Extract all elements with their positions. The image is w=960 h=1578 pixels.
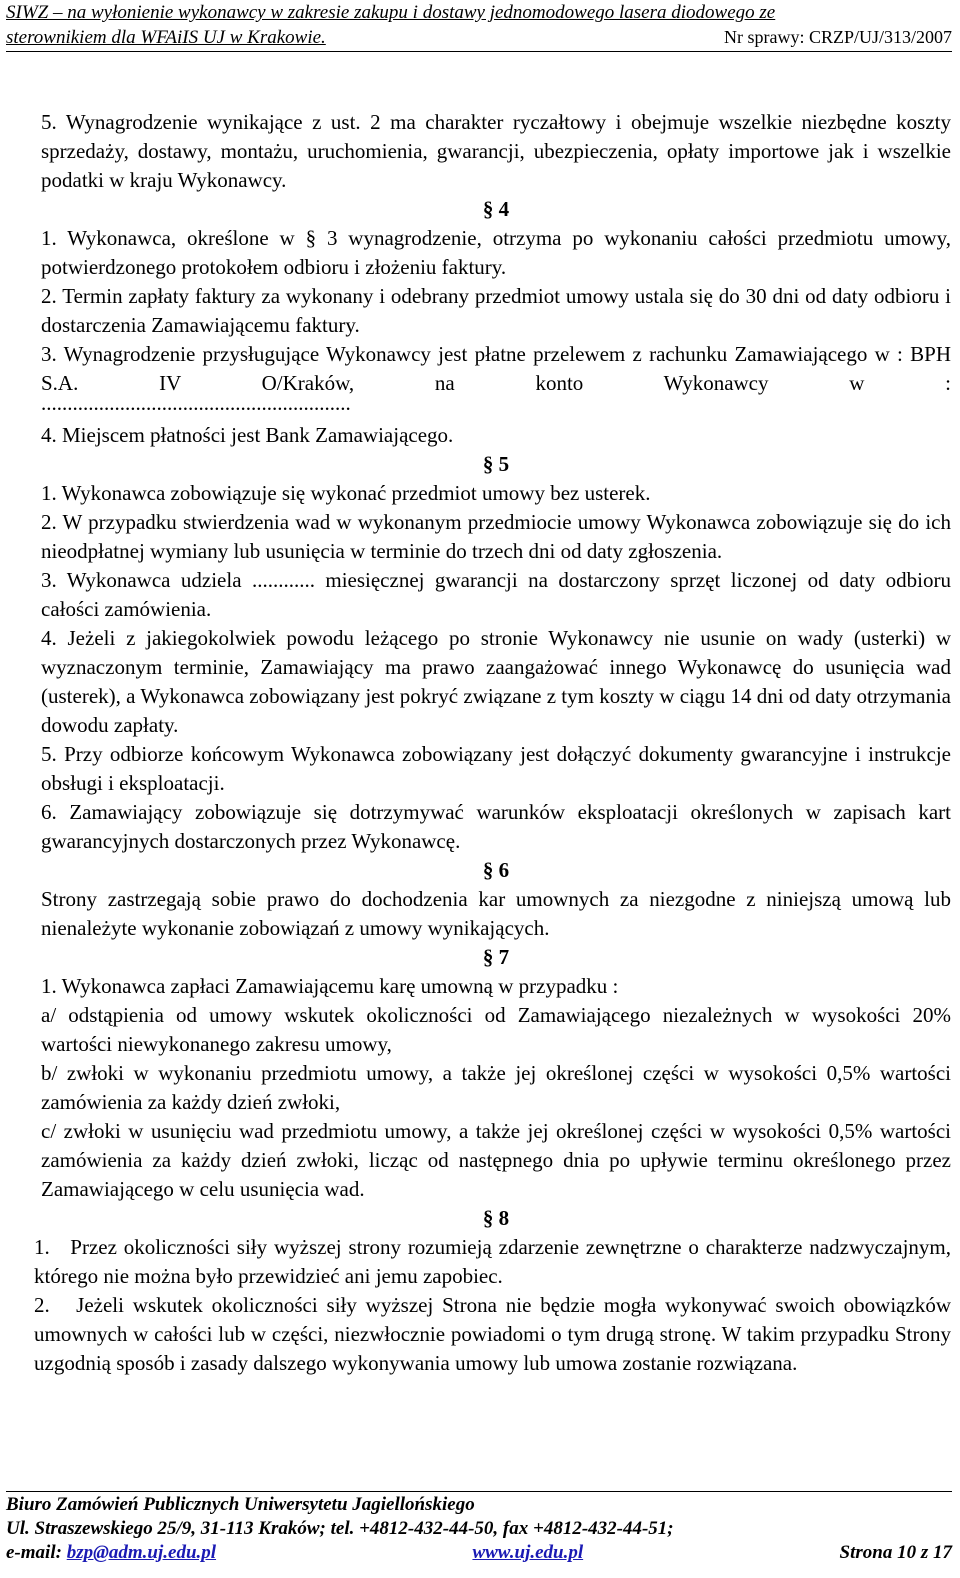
section-7-item-1: 1. Wykonawca zapłaci Zamawiającemu karę umowną w przypadku : <box>41 974 619 998</box>
page-number: Strona 10 z 17 <box>839 1542 952 1563</box>
section-5-item-6: 6. Zamawiający zobowiązuje się dotrzymywać warunków eksploatacji określonych w zapisach kart gwarancyjnych dostarczonych przez Wykonawcę. <box>41 800 951 853</box>
header-title-line1 <box>6 0 952 25</box>
page-footer <box>6 1491 952 1565</box>
footer-contacts <box>6 1541 952 1565</box>
section-4-item-3 <box>41 340 951 398</box>
section-5-item-4: 4. Jeżeli z jakiegokolwiek powodu leżącego po stronie Wykonawcy nie usunie on wady (usterki) w wyznaczonym terminie, Zamawiający ma prawo zaangażować innego Wykonawcę do usunięcia wad (usterek), a Wykonawca zobowiązany jest pokryć związane z tym koszty w ciągu 14 dni od daty otrzymania dowodu zapłaty. <box>41 626 951 737</box>
section-8-item-2: 2. Jeżeli wskutek okoliczności siły wyższej Strona nie będzie mogła wykonywać swoich obowiązków umownych w całości lub w części, niezwłocznie powiadomi o tym drugą stronę. W takim przypadku Strony uzgodnią sposób i zasady dalszego wykonywania umowy lub umowa zostanie rozwiązana. <box>34 1293 957 1375</box>
section-5-item-3: 3. Wykonawca udziela ............ miesięcznej gwarancji na dostarczony sprzęt liczonej od daty odbioru całości zamówienia. <box>41 568 951 621</box>
section-4-item-3-blank: ........................................................... <box>41 391 351 415</box>
document-body <box>34 108 957 1378</box>
section-5-item-1: 1. Wykonawca zobowiązuje się wykonać przedmiot umowy bez usterek. <box>41 481 651 505</box>
section-8-heading: § 8 <box>482 1206 510 1230</box>
header-title-text2: sterownikiem dla WFAiIS UJ w Krakowie. <box>6 27 326 48</box>
section-7-heading: § 7 <box>482 945 510 969</box>
footer-email-label: e-mail: <box>6 1542 67 1563</box>
email-link[interactable]: bzp@adm.uj.edu.pl <box>66 1542 217 1563</box>
section-4-heading: § 4 <box>482 197 510 221</box>
section-5-item-5: 5. Przy odbiorze końcowym Wykonawca zobowiązany jest dołączyć dokumenty gwarancyjne i instrukcje obsługi i eksploatacji. <box>41 742 951 795</box>
section-4-item-4: 4. Miejscem płatności jest Bank Zamawiającego. <box>41 423 454 447</box>
case-number: Nr sprawy: CRZP/UJ/313/2007 <box>723 27 952 47</box>
footer-address: Ul. Straszewskiego 25/9, 31-113 Kraków; tel. +4812-432-44-50, fax +4812-432-44-51; <box>6 1518 674 1539</box>
section-7-item-b: b/ zwłoki w wykonaniu przedmiotu umowy, a także jej określonej części w wysokości 0,5% wartości zamówienia za każdy dzień zwłoki, <box>41 1061 951 1114</box>
section-5-item-2: 2. W przypadku stwierdzenia wad w wykonanym przedmiocie umowy Wykonawca zobowiązuje się do ich nieodpłatnej wymiany lub usunięcia w terminie do trzech dni od daty zgłoszenia. <box>41 510 951 563</box>
website-link[interactable]: www.uj.edu.pl <box>472 1542 584 1563</box>
section-7-item-a: a/ odstąpienia od umowy wskutek okoliczności od Zamawiającego niezależnych w wysokości 20% wartości niewykonanego zakresu umowy, <box>41 1003 951 1056</box>
section-6-text: Strony zastrzegają sobie prawo do dochodzenia kar umownych za niezgodne z niniejszą umową lub nienależyte wykonanie zobowiązań z umowy wynikających. <box>41 887 951 940</box>
footer-office: Biuro Zamówień Publicznych Uniwersytetu Jagiellońskiego <box>6 1494 475 1515</box>
section-8-item-1: 1. Przez okoliczności siły wyższej strony rozumieją zdarzenie zewnętrzne o charakterze nadzwyczajnym, którego nie można było przewidzieć ani jemu zapobiec. <box>34 1235 957 1288</box>
section-7-item-c: c/ zwłoki w usunięciu wad przedmiotu umowy, a także jej określonej części w wysokości 0,5% wartości zamówienia za każdy dzień zwłoki, licząc od następnego dnia po upływie terminu określonego przez Zamawiającego w celu usunięcia wad. <box>41 1119 951 1201</box>
section-5-heading: § 5 <box>482 452 510 476</box>
section-4-item-1: 1. Wykonawca, określone w § 3 wynagrodzenie, otrzyma po wykonaniu całości przedmiotu umowy, potwierdzonego protokołem odbioru i złożeniu faktury. <box>41 226 951 279</box>
header-title-text1: SIWZ – na wyłonienie wykonawcy w zakresie zakupu i dostawy jednomodowego lasera diodowego ze <box>6 2 776 23</box>
footer-email-group <box>6 1541 216 1565</box>
header-title-line2 <box>6 25 952 52</box>
page-header <box>6 0 952 52</box>
paragraph-5: 5. Wynagrodzenie wynikające z ust. 2 ma charakter ryczałtowy i obejmuje wszelkie niezbędne koszty sprzedaży, dostawy, montażu, uruchomienia, gwarancji, ubezpieczenia, opłaty importowe jak i wszelkie podatki w kraju Wykonawcy. <box>41 110 951 192</box>
section-6-heading: § 6 <box>482 858 510 882</box>
section-4-item-3-text: 3. Wynagrodzenie przysługujące Wykonawcy jest płatne przelewem z rachunku Zamawiającego w : BPH S.A. IV O/Kraków, na konto Wykonawcy w : <box>41 342 951 395</box>
section-4-item-2: 2. Termin zapłaty faktury za wykonany i odebrany przedmiot umowy ustala się do 30 dni od daty odbioru i dostarczenia Zamawiającemu faktury. <box>41 284 951 337</box>
